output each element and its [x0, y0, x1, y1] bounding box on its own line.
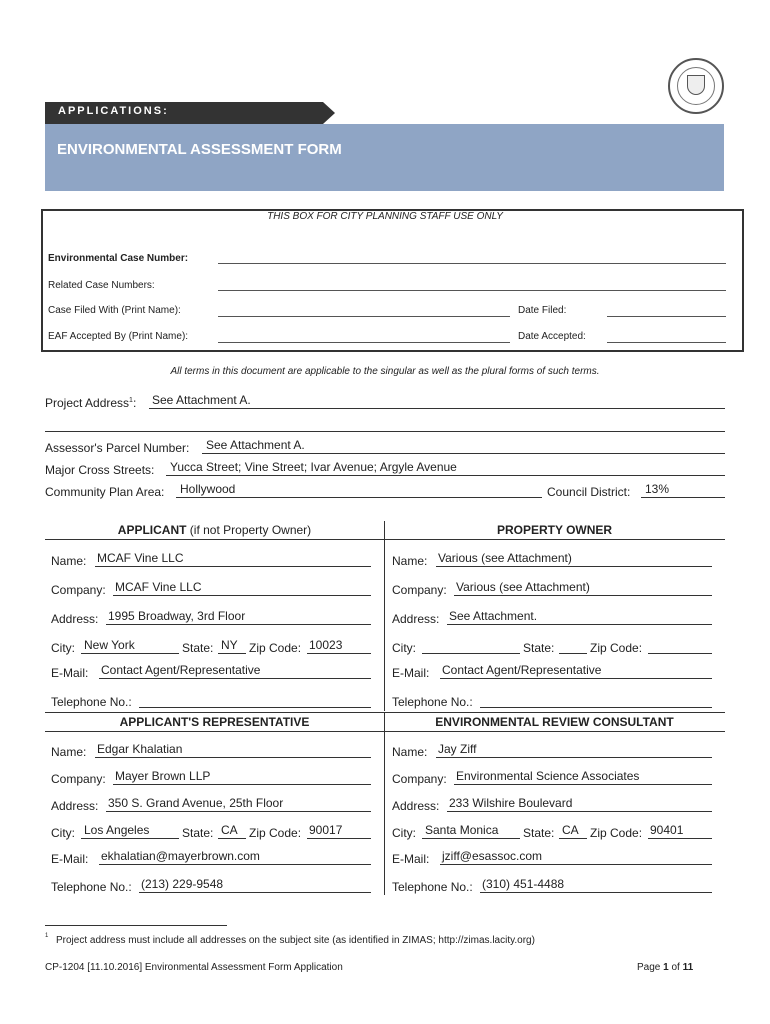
- column-divider-bottom: [384, 713, 385, 895]
- property-owner-address-label: Address:: [392, 612, 440, 626]
- representative-name-field: [95, 757, 371, 758]
- consultant-zip-label: Zip Code:: [590, 826, 643, 840]
- project-address-label: Project Address$^1$:: [45, 396, 137, 410]
- cross-streets-value[interactable]: Yucca Street; Vine Street; Ivar Avenue; Argyle Avenue: [170, 460, 457, 474]
- consultant-city-label: City:: [392, 826, 416, 840]
- property-owner-email-field: [440, 678, 712, 679]
- council-district-value[interactable]: 13%: [645, 482, 670, 496]
- consultant-address-field: [447, 811, 712, 812]
- apn-label: Assessor's Parcel Number:: [45, 441, 190, 455]
- council-district-label: Council District:: [547, 485, 631, 499]
- applicant-name-value[interactable]: MCAF Vine LLC: [97, 551, 184, 565]
- community-plan-value[interactable]: Hollywood: [180, 482, 236, 496]
- community-plan-field: [176, 497, 542, 498]
- section-label: APPLICATIONS:: [58, 105, 169, 117]
- applicant-state-field: [218, 653, 246, 654]
- representative-company-value[interactable]: Mayer Brown LLP: [115, 769, 211, 783]
- representative-address-field: [106, 811, 371, 812]
- footnote-marker: 1: [129, 397, 133, 404]
- consultant-state-label: State:: [523, 826, 555, 840]
- community-plan-label: Community Plan Area:: [45, 485, 165, 499]
- case-filed-with-field[interactable]: [218, 316, 510, 317]
- related-case-numbers-label: Related Case Numbers:: [48, 280, 155, 291]
- cross-streets-field: [166, 475, 725, 476]
- representative-telephone-field: [139, 892, 371, 893]
- representative-name-label: Name:: [51, 745, 87, 759]
- property-owner-city-label: City:: [392, 641, 416, 655]
- consultant-name-label: Name:: [392, 745, 428, 759]
- applicant-zip-label: Zip Code:: [249, 641, 302, 655]
- representative-telephone-value[interactable]: (213) 229-9548: [141, 877, 224, 891]
- property-owner-state-field: [559, 653, 587, 654]
- consultant-telephone-value[interactable]: (310) 451-4488: [482, 877, 565, 891]
- consultant-name-field: [436, 757, 712, 758]
- date-accepted-label: Date Accepted:: [518, 331, 586, 342]
- applicant-city-value[interactable]: New York: [84, 638, 135, 652]
- apn-value[interactable]: See Attachment A.: [206, 438, 305, 452]
- consultant-name-value[interactable]: Jay Ziff: [438, 742, 477, 756]
- date-filed-label: Date Filed:: [518, 305, 567, 316]
- property-owner-telephone-field: [480, 707, 712, 708]
- footnote-rule: [45, 925, 227, 926]
- env-case-number-label: Environmental Case Number:: [48, 253, 189, 264]
- env-case-number-field[interactable]: [218, 263, 726, 264]
- representative-name-value[interactable]: Edgar Khalatian: [97, 742, 183, 756]
- representative-zip-field: [307, 838, 371, 839]
- footnote-text: Project address must include all addresses on the subject site (as identified in ZIMAS; http://zimas.lacity.org): [56, 935, 535, 946]
- date-filed-field[interactable]: [607, 316, 726, 317]
- property-owner-company-field: [454, 595, 712, 596]
- section-rule: [45, 539, 725, 540]
- form-title: ENVIRONMENTAL ASSESSMENT FORM: [57, 141, 342, 158]
- project-address-line-2[interactable]: [45, 431, 725, 432]
- representative-state-field: [218, 838, 246, 839]
- cross-streets-label: Major Cross Streets:: [45, 463, 155, 477]
- property-owner-telephone-label: Telephone No.:: [392, 695, 473, 709]
- consultant-zip-field: [648, 838, 712, 839]
- consultant-address-label: Address:: [392, 799, 440, 813]
- property-owner-zip-field: [648, 653, 712, 654]
- consultant-email-value[interactable]: jziff@esassoc.com: [442, 849, 542, 863]
- representative-email-label: E-Mail:: [51, 852, 89, 866]
- date-accepted-field[interactable]: [607, 342, 726, 343]
- property-owner-email-value[interactable]: Contact Agent/Representative: [442, 663, 602, 677]
- city-seal-icon: [668, 58, 724, 114]
- consultant-company-label: Company:: [392, 772, 447, 786]
- footer-form-id: CP-1204 [11.10.2016] Environmental Assessment Form Application: [45, 962, 343, 973]
- applicant-heading: APPLICANT (if not Property Owner): [117, 523, 312, 537]
- applicant-telephone-label: Telephone No.:: [51, 695, 132, 709]
- applicant-email-field: [99, 678, 371, 679]
- applicant-name-label: Name:: [51, 554, 87, 568]
- property-owner-company-value[interactable]: Various (see Attachment): [456, 580, 590, 594]
- applicant-company-field: [113, 595, 371, 596]
- consultant-state-field: [559, 838, 587, 839]
- property-owner-zip-label: Zip Code:: [590, 641, 643, 655]
- property-owner-state-label: State:: [523, 641, 555, 655]
- consultant-email-field: [440, 864, 712, 865]
- apn-field: [202, 453, 725, 454]
- section-rule: [45, 712, 725, 713]
- eaf-accepted-by-label: EAF Accepted By (Print Name):: [48, 331, 189, 342]
- consultant-email-label: E-Mail:: [392, 852, 430, 866]
- property-owner-city-field: [422, 653, 520, 654]
- representative-city-field: [81, 838, 179, 839]
- property-owner-name-field: [436, 566, 712, 567]
- terms-note: All terms in this document are applicable to the singular as well as the plural forms of such terms.: [170, 366, 600, 377]
- applicant-email-label: E-Mail:: [51, 666, 89, 680]
- consultant-telephone-label: Telephone No.:: [392, 880, 473, 894]
- representative-state-label: State:: [182, 826, 214, 840]
- consultant-company-field: [454, 784, 712, 785]
- consultant-state-value[interactable]: CA: [562, 823, 579, 837]
- applicant-city-label: City:: [51, 641, 75, 655]
- applicant-address-field: [106, 624, 371, 625]
- representative-zip-label: Zip Code:: [249, 826, 302, 840]
- applicant-zip-field: [307, 653, 371, 654]
- representative-city-label: City:: [51, 826, 75, 840]
- eaf-accepted-by-field[interactable]: [218, 342, 510, 343]
- representative-telephone-label: Telephone No.:: [51, 880, 132, 894]
- representative-address-value[interactable]: 350 S. Grand Avenue, 25th Floor: [108, 796, 284, 810]
- consultant-city-field: [422, 838, 520, 839]
- applicant-address-value[interactable]: 1995 Broadway, 3rd Floor: [108, 609, 246, 623]
- consultant-address-value[interactable]: 233 Wilshire Boulevard: [449, 796, 573, 810]
- consultant-zip-value[interactable]: 90401: [650, 823, 684, 837]
- applicant-city-field: [81, 653, 179, 654]
- representative-city-value[interactable]: Los Angeles: [84, 823, 150, 837]
- consultant-company-value[interactable]: Environmental Science Associates: [456, 769, 640, 783]
- project-address-field: [149, 408, 725, 409]
- applicant-email-value[interactable]: Contact Agent/Representative: [101, 663, 261, 677]
- representative-heading: APPLICANT'S REPRESENTATIVE: [119, 715, 310, 729]
- related-case-numbers-field[interactable]: [218, 290, 726, 291]
- applicant-company-label: Company:: [51, 583, 106, 597]
- consultant-telephone-field: [480, 892, 712, 893]
- consultant-city-value[interactable]: Santa Monica: [425, 823, 499, 837]
- case-filed-with-label: Case Filed With (Print Name):: [48, 305, 181, 316]
- applicant-state-label: State:: [182, 641, 214, 655]
- representative-company-label: Company:: [51, 772, 106, 786]
- project-address-value[interactable]: See Attachment A.: [152, 393, 251, 407]
- property-owner-address-value[interactable]: See Attachment.: [449, 609, 538, 623]
- page-indicator: Page 1 of 11: [637, 962, 694, 973]
- representative-zip-value[interactable]: 90017: [309, 823, 343, 837]
- applicant-name-field: [95, 566, 371, 567]
- property-owner-name-label: Name:: [392, 554, 428, 568]
- representative-company-field: [113, 784, 371, 785]
- staff-box-title: THIS BOX FOR CITY PLANNING STAFF USE ONLY: [267, 211, 503, 222]
- representative-email-field: [99, 864, 371, 865]
- applicant-state-value[interactable]: NY: [221, 638, 238, 652]
- representative-address-label: Address:: [51, 799, 99, 813]
- consultant-heading: ENVIRONMENTAL REVIEW CONSULTANT: [435, 715, 674, 729]
- representative-state-value[interactable]: CA: [221, 823, 238, 837]
- property-owner-email-label: E-Mail:: [392, 666, 430, 680]
- column-divider-top: [384, 521, 385, 711]
- representative-email-value[interactable]: ekhalatian@mayerbrown.com: [101, 849, 260, 863]
- property-owner-heading: PROPERTY OWNER: [496, 523, 613, 537]
- property-owner-address-field: [447, 624, 712, 625]
- property-owner-name-value[interactable]: Various (see Attachment): [438, 551, 572, 565]
- applicant-telephone-field: [139, 707, 371, 708]
- property-owner-company-label: Company:: [392, 583, 447, 597]
- applicant-company-value[interactable]: MCAF Vine LLC: [115, 580, 202, 594]
- footnote-number: 1: [45, 933, 49, 939]
- council-district-field: [641, 497, 725, 498]
- applicant-address-label: Address:: [51, 612, 99, 626]
- section-rule: [45, 731, 725, 732]
- applicant-zip-value[interactable]: 10023: [309, 638, 343, 652]
